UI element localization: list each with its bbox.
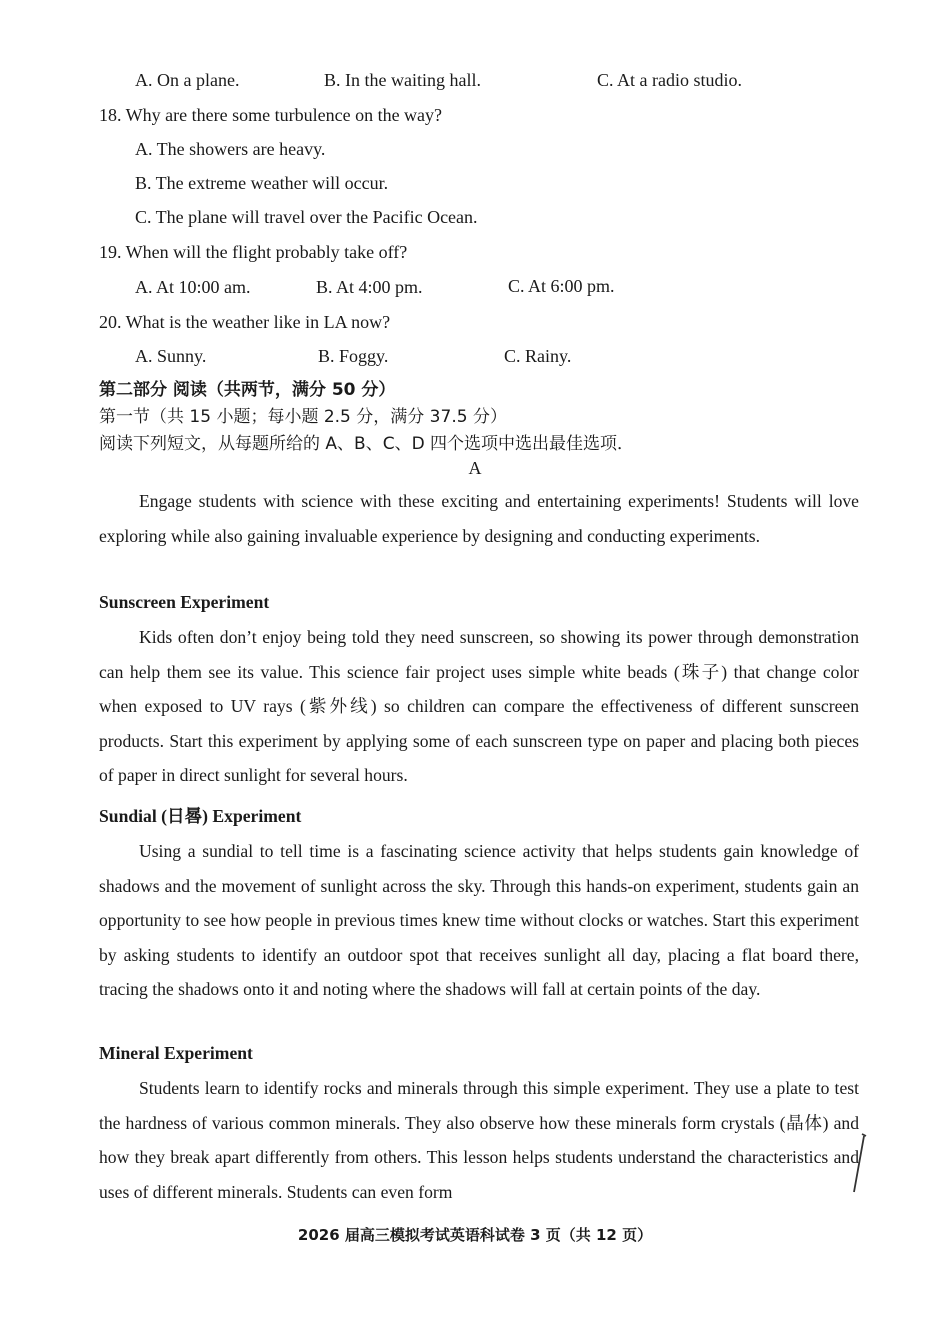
q20-option-b: B. Foggy. [318, 346, 389, 366]
page-footer: 2026 届高三模拟考试英语科试卷 3 页（共 12 页） [297, 1226, 653, 1244]
part2-section1: 第一节（共 15 小题；每小题 2.5 分，满分 37.5 分） [99, 407, 507, 427]
pencil-mark-icon [842, 1130, 868, 1200]
q17-option-a: A. On a plane. [135, 70, 240, 90]
part2-instruction: 阅读下列短文，从每题所给的 A、B、C、D 四个选项中选出最佳选项． [99, 434, 635, 454]
q19-option-b: B. At 4:00 pm. [316, 277, 423, 297]
q20-question: 20. What is the weather like in LA now? [99, 312, 391, 332]
section-heading-sunscreen: Sunscreen Experiment [99, 592, 270, 612]
q18-option-c: C. The plane will travel over the Pacific Ocean. [135, 207, 478, 227]
q19-option-a: A. At 10:00 am. [135, 277, 251, 297]
part2-title: 第二部分 阅读（共两节，满分 50 分） [99, 380, 396, 400]
q18-option-a: A. The showers are heavy. [135, 139, 326, 159]
passage-intro: Engage students with science with these exciting and entertaining experiments! Students will love exploring while also gaining invaluable experience by designing and conducting experiments. [99, 491, 859, 546]
passage-label: A [468, 458, 482, 478]
q17-option-c: C. At a radio studio. [597, 70, 742, 90]
q19-option-c: C. At 6:00 pm. [508, 276, 615, 296]
q20-option-a: A. Sunny. [135, 346, 207, 366]
q20-option-c: C. Rainy. [504, 346, 572, 366]
section-heading-sundial: Sundial (日晷) Experiment [99, 806, 302, 826]
q17-option-b: B. In the waiting hall. [324, 70, 481, 90]
q18-option-b: B. The extreme weather will occur. [135, 173, 389, 193]
section-body-sunscreen: Kids often don’t enjoy being told they need sunscreen, so showing its power through demonstration can help them see its value. This science fair project uses simple white beads (珠子) that change color when exposed to UV rays (紫外线) so children can compare the effectiveness of different sunscreen products. Start this experiment by applying some of each sunscreen type on paper and placing both pieces of paper in direct sunlight for several hours. [99, 627, 859, 785]
q19-question: 19. When will the flight probably take off? [99, 242, 408, 262]
section-body-sundial: Using a sundial to tell time is a fascinating science activity that helps students gain knowledge of shadows and the movement of sunlight across the sky. Through this hands-on experiment, students gain an opportunity to see how people in previous times knew time without clocks or watches. Start this experiment by asking students to identify an outdoor spot that receives sunlight all day, placing a flat board there, tracing the shadows onto it and noting where the shadows will fall at certain points of the day. [99, 841, 859, 999]
section-body-mineral: Students learn to identify rocks and minerals through this simple experiment. They use a plate to test the hardness of various common minerals. They also observe how these minerals form crystals (晶体) and how they break apart differently from others. This lesson helps students understand the characteristics and uses of different minerals. Students can even form [99, 1078, 859, 1202]
q18-question: 18. Why are there some turbulence on the way? [99, 105, 443, 125]
section-heading-mineral: Mineral Experiment [99, 1043, 253, 1063]
